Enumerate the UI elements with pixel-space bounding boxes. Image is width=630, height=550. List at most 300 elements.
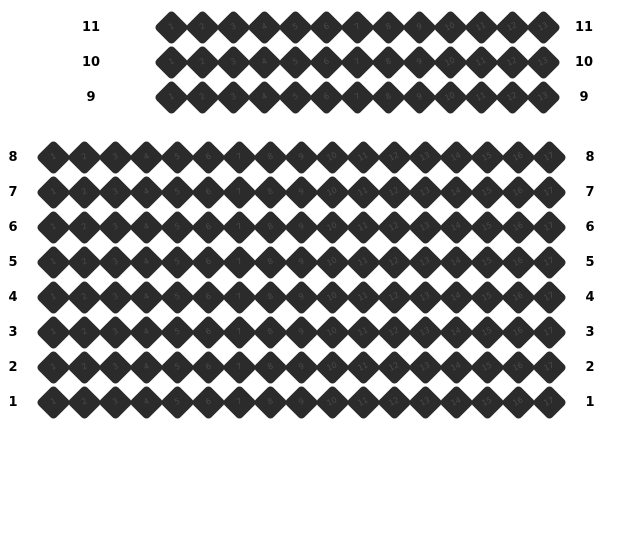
seat-number: 13	[418, 220, 432, 233]
seat[interactable]	[473, 247, 503, 277]
seat[interactable]	[504, 247, 534, 277]
seat[interactable]	[535, 387, 565, 417]
seat[interactable]	[473, 317, 503, 347]
seat[interactable]	[380, 282, 410, 312]
seat[interactable]	[349, 212, 379, 242]
seat-number: 7	[353, 91, 362, 102]
seat[interactable]	[163, 247, 193, 277]
seat[interactable]	[535, 212, 565, 242]
seat-row	[2, 247, 601, 277]
seat-number: 6	[204, 326, 213, 337]
seat[interactable]	[504, 282, 534, 312]
seat[interactable]	[529, 82, 559, 112]
seat[interactable]	[380, 247, 410, 277]
row-label-right: 8	[585, 149, 595, 165]
seat[interactable]	[411, 282, 441, 312]
seat[interactable]	[225, 142, 255, 172]
seat[interactable]	[411, 317, 441, 347]
seat-number: 1	[49, 186, 58, 197]
seat[interactable]	[349, 177, 379, 207]
seat-row	[2, 317, 601, 347]
seat[interactable]	[473, 387, 503, 417]
seat[interactable]	[405, 47, 435, 77]
seat[interactable]	[504, 387, 534, 417]
seat-number: 5	[291, 21, 300, 32]
seat[interactable]	[436, 82, 466, 112]
seat[interactable]	[380, 177, 410, 207]
seat[interactable]	[287, 247, 317, 277]
seat[interactable]	[256, 177, 286, 207]
seat-number: 5	[291, 91, 300, 102]
seat[interactable]	[250, 47, 280, 77]
seat[interactable]	[504, 142, 534, 172]
seat-number: 9	[297, 186, 306, 197]
seat[interactable]	[287, 352, 317, 382]
seat[interactable]	[132, 142, 162, 172]
seat-number: 4	[142, 396, 151, 407]
seat-number: 13	[418, 325, 432, 338]
seat-number: 5	[173, 361, 182, 372]
seat-number: 5	[173, 291, 182, 302]
seat-group	[38, 247, 565, 277]
seat-number: 3	[111, 221, 120, 232]
seat[interactable]	[219, 47, 249, 77]
seat[interactable]	[163, 387, 193, 417]
seat[interactable]	[101, 247, 131, 277]
seat[interactable]	[349, 352, 379, 382]
seat[interactable]	[498, 82, 528, 112]
seat-number: 17	[542, 325, 556, 338]
seat[interactable]	[349, 282, 379, 312]
seat[interactable]	[225, 387, 255, 417]
seat-number: 4	[142, 291, 151, 302]
row-label-right: 11	[574, 19, 594, 35]
seat-number: 15	[480, 325, 494, 338]
seat-number: 15	[480, 395, 494, 408]
seat-number: 3	[111, 361, 120, 372]
seat[interactable]	[256, 387, 286, 417]
seat-number: 2	[198, 91, 207, 102]
seat[interactable]	[39, 387, 69, 417]
seat[interactable]	[312, 82, 342, 112]
row-label-right: 5	[585, 254, 595, 270]
seat[interactable]	[442, 247, 472, 277]
seat[interactable]	[101, 142, 131, 172]
seat-number: 16	[511, 185, 525, 198]
seat-number: 1	[49, 221, 58, 232]
seat[interactable]	[442, 282, 472, 312]
seat-number: 15	[480, 150, 494, 163]
seat-number: 6	[322, 21, 331, 32]
seat[interactable]	[535, 142, 565, 172]
seat[interactable]	[70, 177, 100, 207]
seat-number: 14	[449, 255, 463, 268]
seat-number: 12	[387, 360, 401, 373]
seat[interactable]	[39, 317, 69, 347]
seat[interactable]	[188, 12, 218, 42]
seat[interactable]	[70, 387, 100, 417]
seat[interactable]	[442, 387, 472, 417]
seat[interactable]	[219, 12, 249, 42]
seat[interactable]	[101, 212, 131, 242]
seat-number: 7	[235, 151, 244, 162]
row-label-left: 7	[8, 184, 18, 200]
seat[interactable]	[39, 352, 69, 382]
row-label-right: 3	[585, 324, 595, 340]
seat-number: 9	[297, 291, 306, 302]
seat-number: 12	[387, 185, 401, 198]
seat[interactable]	[256, 212, 286, 242]
seat-number: 7	[353, 56, 362, 67]
seat[interactable]	[318, 177, 348, 207]
seat[interactable]	[442, 142, 472, 172]
seat-number: 2	[80, 256, 89, 267]
seat-row	[2, 212, 601, 242]
seat-number: 4	[142, 361, 151, 372]
seat-number: 2	[198, 21, 207, 32]
seat[interactable]	[194, 282, 224, 312]
seat[interactable]	[132, 212, 162, 242]
row-label-right: 2	[585, 359, 595, 375]
seat[interactable]	[188, 82, 218, 112]
seat-row	[2, 387, 601, 417]
seat[interactable]	[436, 47, 466, 77]
seat[interactable]	[163, 317, 193, 347]
seat[interactable]	[163, 212, 193, 242]
seat-number: 6	[204, 291, 213, 302]
seat[interactable]	[250, 82, 280, 112]
seat[interactable]	[163, 142, 193, 172]
seat[interactable]	[39, 177, 69, 207]
seat-group	[38, 212, 565, 242]
seat-number: 2	[198, 56, 207, 67]
seat[interactable]	[194, 212, 224, 242]
seat[interactable]	[318, 212, 348, 242]
seat-number: 14	[449, 325, 463, 338]
seat-number: 4	[260, 21, 269, 32]
seat[interactable]	[436, 12, 466, 42]
seat[interactable]	[101, 282, 131, 312]
seat[interactable]	[411, 247, 441, 277]
seat[interactable]	[380, 212, 410, 242]
seat[interactable]	[194, 387, 224, 417]
seat-number: 7	[235, 221, 244, 232]
seat-number: 13	[418, 360, 432, 373]
seat[interactable]	[101, 177, 131, 207]
seat[interactable]	[380, 142, 410, 172]
seat-number: 12	[505, 20, 519, 33]
seat[interactable]	[374, 12, 404, 42]
seat-number: 9	[415, 56, 424, 67]
seat-number: 12	[387, 395, 401, 408]
seat[interactable]	[504, 212, 534, 242]
seat[interactable]	[411, 387, 441, 417]
row-label-left: 3	[8, 324, 18, 340]
seat[interactable]	[312, 12, 342, 42]
seat[interactable]	[70, 212, 100, 242]
seat[interactable]	[39, 142, 69, 172]
seat[interactable]	[318, 317, 348, 347]
seat[interactable]	[281, 12, 311, 42]
seat-number: 13	[418, 290, 432, 303]
seat[interactable]	[535, 352, 565, 382]
seat[interactable]	[467, 47, 497, 77]
seat[interactable]	[442, 212, 472, 242]
seat[interactable]	[101, 387, 131, 417]
seat-number: 10	[325, 395, 339, 408]
seat-row	[80, 47, 595, 77]
seat[interactable]	[287, 387, 317, 417]
row-label-right: 9	[579, 89, 589, 105]
seat-number: 8	[266, 326, 275, 337]
seat-number: 5	[173, 186, 182, 197]
seat[interactable]	[225, 282, 255, 312]
seat[interactable]	[349, 247, 379, 277]
seat-number: 3	[111, 291, 120, 302]
seat[interactable]	[256, 247, 286, 277]
seat[interactable]	[529, 12, 559, 42]
seat-number: 3	[111, 151, 120, 162]
seat[interactable]	[132, 317, 162, 347]
seat[interactable]	[39, 247, 69, 277]
seat[interactable]	[132, 387, 162, 417]
seat[interactable]	[101, 317, 131, 347]
seat-number: 4	[142, 151, 151, 162]
seat[interactable]	[343, 47, 373, 77]
seat-number: 8	[266, 221, 275, 232]
row-label-left: 8	[8, 149, 18, 165]
seat-number: 3	[111, 186, 120, 197]
seat[interactable]	[318, 352, 348, 382]
seat-number: 11	[474, 55, 488, 68]
seat[interactable]	[349, 142, 379, 172]
seat-number: 17	[542, 255, 556, 268]
seat[interactable]	[132, 247, 162, 277]
seat-number: 1	[167, 91, 176, 102]
seat[interactable]	[250, 12, 280, 42]
seat[interactable]	[504, 317, 534, 347]
seat-number: 3	[111, 256, 120, 267]
seat-number: 2	[80, 361, 89, 372]
seat[interactable]	[287, 317, 317, 347]
seat[interactable]	[442, 352, 472, 382]
seat-number: 16	[511, 395, 525, 408]
seat-number: 1	[49, 256, 58, 267]
seat[interactable]	[157, 47, 187, 77]
seat-group	[38, 352, 565, 382]
seat-number: 10	[443, 90, 457, 103]
seat[interactable]	[194, 317, 224, 347]
seat[interactable]	[411, 352, 441, 382]
seat-number: 2	[80, 151, 89, 162]
seat-number: 1	[49, 151, 58, 162]
seat[interactable]	[467, 82, 497, 112]
row-label-left: 2	[8, 359, 18, 375]
seat-row	[2, 352, 601, 382]
seat[interactable]	[473, 177, 503, 207]
seat[interactable]	[380, 387, 410, 417]
seat-group	[38, 177, 565, 207]
seat-number: 10	[325, 185, 339, 198]
seat[interactable]	[349, 387, 379, 417]
seat[interactable]	[225, 317, 255, 347]
row-label-left: 6	[8, 219, 18, 235]
seat[interactable]	[442, 177, 472, 207]
row-label-left: 11	[81, 19, 101, 35]
seat[interactable]	[194, 352, 224, 382]
seat[interactable]	[343, 12, 373, 42]
seat[interactable]	[132, 282, 162, 312]
seat[interactable]	[70, 247, 100, 277]
seat-number: 5	[291, 56, 300, 67]
seat[interactable]	[256, 317, 286, 347]
row-label-left: 1	[8, 394, 18, 410]
seat-number: 15	[480, 360, 494, 373]
seat[interactable]	[219, 82, 249, 112]
seat[interactable]	[405, 12, 435, 42]
seat-row	[2, 142, 601, 172]
seat-number: 7	[235, 361, 244, 372]
seat-number: 10	[325, 360, 339, 373]
seat-number: 16	[511, 150, 525, 163]
seat[interactable]	[411, 142, 441, 172]
seat[interactable]	[473, 352, 503, 382]
seat[interactable]	[504, 352, 534, 382]
seat[interactable]	[411, 177, 441, 207]
seat-number: 13	[418, 150, 432, 163]
seat[interactable]	[70, 317, 100, 347]
seat-number: 10	[443, 55, 457, 68]
seat[interactable]	[225, 352, 255, 382]
seat[interactable]	[529, 47, 559, 77]
seat[interactable]	[380, 317, 410, 347]
seat[interactable]	[318, 142, 348, 172]
seat-number: 15	[480, 220, 494, 233]
seat[interactable]	[132, 177, 162, 207]
seat[interactable]	[535, 247, 565, 277]
seat-number: 8	[266, 291, 275, 302]
seat[interactable]	[194, 142, 224, 172]
seat-number: 7	[235, 256, 244, 267]
seat[interactable]	[535, 177, 565, 207]
seat-number: 9	[297, 151, 306, 162]
seat[interactable]	[405, 82, 435, 112]
seat[interactable]	[39, 282, 69, 312]
seat-number: 1	[167, 21, 176, 32]
seat-number: 9	[297, 396, 306, 407]
seat[interactable]	[535, 282, 565, 312]
seat[interactable]	[188, 47, 218, 77]
seat[interactable]	[163, 352, 193, 382]
seat[interactable]	[70, 282, 100, 312]
seat[interactable]	[256, 352, 286, 382]
row-label-right: 4	[585, 289, 595, 305]
seat-number: 5	[173, 256, 182, 267]
seat-number: 8	[266, 256, 275, 267]
seat-number: 14	[449, 220, 463, 233]
seat[interactable]	[473, 282, 503, 312]
seat-group	[156, 82, 559, 112]
seat[interactable]	[473, 142, 503, 172]
seat-number: 8	[384, 21, 393, 32]
seat-number: 3	[111, 326, 120, 337]
seat[interactable]	[287, 177, 317, 207]
seat[interactable]	[318, 387, 348, 417]
seat[interactable]	[225, 177, 255, 207]
seat[interactable]	[473, 212, 503, 242]
seat[interactable]	[194, 247, 224, 277]
seat-number: 13	[536, 90, 550, 103]
seat[interactable]	[312, 47, 342, 77]
seat[interactable]	[380, 352, 410, 382]
seat[interactable]	[343, 82, 373, 112]
seat[interactable]	[498, 47, 528, 77]
seat-number: 12	[387, 255, 401, 268]
seat[interactable]	[349, 317, 379, 347]
seat-number: 15	[480, 255, 494, 268]
seat[interactable]	[287, 212, 317, 242]
seat[interactable]	[256, 142, 286, 172]
seat[interactable]	[411, 212, 441, 242]
seat[interactable]	[281, 82, 311, 112]
seat-number: 10	[325, 255, 339, 268]
seat-number: 4	[260, 56, 269, 67]
seat[interactable]	[374, 47, 404, 77]
seat[interactable]	[256, 282, 286, 312]
seat[interactable]	[225, 247, 255, 277]
seat[interactable]	[132, 352, 162, 382]
seat-number: 6	[204, 396, 213, 407]
row-label-left: 10	[81, 54, 101, 70]
seat[interactable]	[157, 82, 187, 112]
seat[interactable]	[281, 47, 311, 77]
seat[interactable]	[504, 177, 534, 207]
seat[interactable]	[374, 82, 404, 112]
seat[interactable]	[70, 142, 100, 172]
seat-number: 9	[297, 361, 306, 372]
seat[interactable]	[163, 282, 193, 312]
seat[interactable]	[39, 212, 69, 242]
seat-number: 16	[511, 220, 525, 233]
seat[interactable]	[318, 247, 348, 277]
seat[interactable]	[442, 317, 472, 347]
seat-number: 3	[229, 56, 238, 67]
seat[interactable]	[287, 142, 317, 172]
seat[interactable]	[467, 12, 497, 42]
seat-number: 1	[49, 326, 58, 337]
seat-number: 12	[505, 90, 519, 103]
seat[interactable]	[101, 352, 131, 382]
seat[interactable]	[498, 12, 528, 42]
seat-number: 14	[449, 360, 463, 373]
seat[interactable]	[70, 352, 100, 382]
seat-number: 9	[297, 256, 306, 267]
seat-number: 7	[235, 291, 244, 302]
seat[interactable]	[318, 282, 348, 312]
seat[interactable]	[194, 177, 224, 207]
seat-number: 2	[80, 396, 89, 407]
seat[interactable]	[287, 282, 317, 312]
seat[interactable]	[157, 12, 187, 42]
seat-number: 13	[418, 185, 432, 198]
seat-row	[2, 282, 601, 312]
seat[interactable]	[225, 212, 255, 242]
seat-number: 11	[356, 395, 370, 408]
seat[interactable]	[163, 177, 193, 207]
seat-number: 13	[418, 255, 432, 268]
seat[interactable]	[535, 317, 565, 347]
seat-number: 9	[415, 21, 424, 32]
